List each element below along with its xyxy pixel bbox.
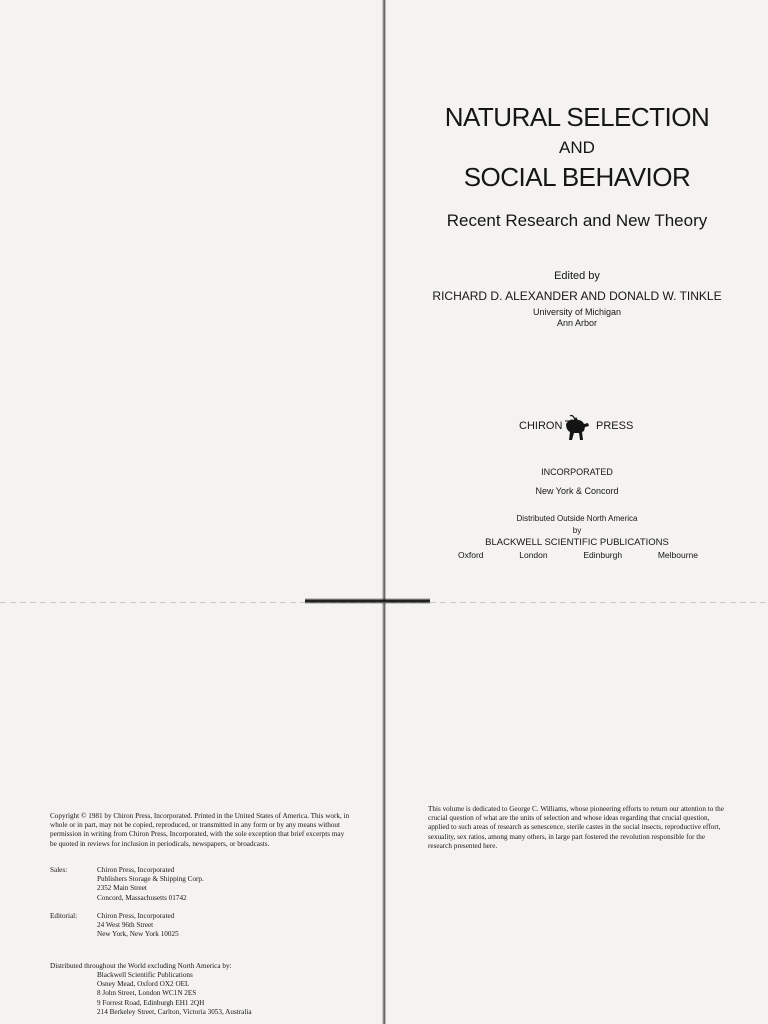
distribution-line: 214 Berkeley Street, Carlton, Victoria 3053, Australia [97, 1007, 252, 1016]
fold-mark [305, 598, 430, 604]
editorial-line: 24 West 96th Street [97, 921, 154, 930]
distribution-line: Osney Mead, Oxford OX2 OEL [97, 980, 190, 989]
editorial-line: New York, New York 10025 [97, 930, 179, 939]
sales-line: Chiron Press, Incorporated [97, 866, 175, 874]
editor-affiliation [386, 307, 768, 329]
editorial-label: Editorial: [50, 912, 78, 920]
centaur-archer-icon [562, 414, 592, 442]
distribution-address [97, 971, 357, 1017]
logo-word-chiron: CHIRON [519, 420, 563, 432]
dedication-text: This volume is dedicated to George C. Williams, whose pioneering efforts to return our attention to the crucial question of what are the units of selection and whose ideas regarding that crucial question, applied to such areas of research as senescence, sterile castes in the social insects, reproductive effort, sexuality, sex ratios, among many others, in large part fostered the revolution responsible for the research presented here. [428, 805, 724, 850]
distributor-cities [458, 550, 698, 560]
distributor-name: BLACKWELL SCIENTIFIC PUBLICATIONS [485, 537, 669, 548]
editor-names: RICHARD D. ALEXANDER AND DONALD W. TINKLE [432, 289, 722, 303]
title-line-2: AND [559, 138, 595, 157]
distributed-outside: Distributed Outside North America [516, 514, 638, 523]
affiliation-university: University of Michigan [532, 307, 622, 317]
publisher-logo [486, 414, 666, 442]
distributed-by: by [572, 526, 582, 535]
city-oxford: Oxford [458, 550, 484, 560]
sales-address [97, 866, 204, 903]
distribution-intro: Distributed throughout the World excluding North America by: [50, 962, 232, 970]
affiliation-city: Ann Arbor [556, 318, 598, 328]
subtitle: Recent Research and New Theory [446, 211, 708, 230]
sales-line: Publishers Storage & Shipping Corp. [97, 875, 204, 884]
city-edinburgh: Edinburgh [583, 550, 623, 560]
sales-line: 2352 Main Street [97, 884, 147, 893]
title-line-3: SOCIAL BEHAVIOR [463, 162, 691, 192]
logo-word-press: PRESS [596, 420, 634, 432]
copyright-notice: Copyright © 1981 by Chiron Press, Incorporated. Printed in the United States of America. This work, in whole or in part, may not be copied, reproduced, or transmitted in any form or by any means without permission in writing from Chiron Press, Incorporated, with the sole exception that brief excerpts may be quoted in reviews for inclusion in periodicals, newspapers, or broadcasts. [50, 812, 350, 848]
editorial-address [97, 912, 179, 940]
distribution-line: Blackwell Scientific Publications [97, 971, 193, 979]
publisher-location: New York & Concord [535, 486, 619, 496]
city-melbourne: Melbourne [657, 550, 698, 560]
city-london: London [519, 550, 548, 560]
sales-line: Concord, Massachusetts 01742 [97, 893, 187, 902]
sales-label: Sales: [50, 866, 68, 874]
edited-by: Edited by [554, 270, 600, 282]
publisher-incorporated: INCORPORATED [541, 467, 613, 477]
editorial-line: Chiron Press, Incorporated [97, 912, 175, 920]
distribution-line: 9 Forrest Road, Edinburgh EH1 2QH [97, 998, 205, 1007]
distribution-line: 8 John Street, London WC1N 2ES [97, 989, 197, 998]
title-line-1: NATURAL SELECTION [444, 102, 710, 132]
